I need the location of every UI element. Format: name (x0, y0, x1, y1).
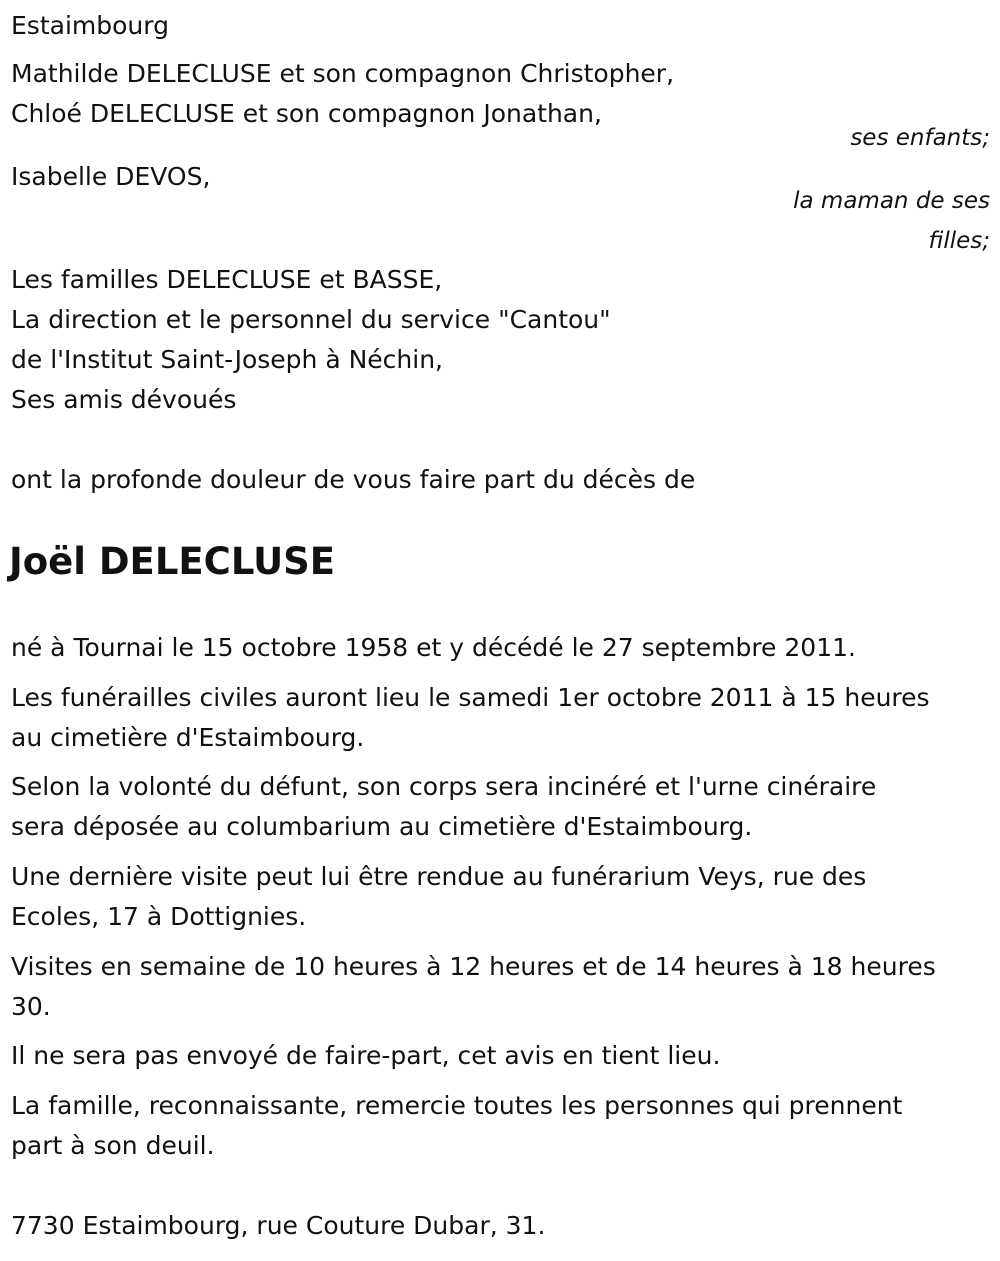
visit-hours-line-2: 30. (11, 992, 51, 1021)
others-line-1: Les familles DELECLUSE et BASSE, (11, 265, 443, 294)
visit-line-1: Une dernière visite peut lui être rendue au funérarium Veys, rue des (11, 862, 867, 891)
visit-hours-line-1: Visites en semaine de 10 heures à 12 heures et de 14 heures à 18 heures (11, 952, 936, 981)
funeral-line-2: au cimetière d'Estaimbourg. (11, 723, 365, 752)
children-role: ses enfants; (850, 125, 990, 151)
address-line: 7730 Estaimbourg, rue Couture Dubar, 31. (11, 1211, 546, 1240)
deceased-name: Joël DELECLUSE (9, 540, 336, 583)
announcement-text: ont la profonde douleur de vous faire part du décès de (11, 465, 696, 494)
others-line-3: de l'Institut Saint-Joseph à Néchin, (11, 345, 444, 374)
cremation-line-2: sera déposée au columbarium au cimetière d'Estaimbourg. (11, 812, 753, 841)
others-line-4: Ses amis dévoués (11, 385, 237, 414)
others-line-2: La direction et le personnel du service "Cantou" (11, 305, 611, 334)
mother-role-line-1: la maman de ses (793, 188, 990, 214)
funeral-line-1: Les funérailles civiles auront lieu le samedi 1er octobre 2011 à 15 heures (11, 683, 930, 712)
child-line-1: Mathilde DELECLUSE et son compagnon Christopher, (11, 59, 675, 88)
visit-line-2: Ecoles, 17 à Dottignies. (11, 902, 307, 931)
cremation-line-1: Selon la volonté du défunt, son corps sera incinéré et l'urne cinéraire (11, 772, 877, 801)
town-heading: Estaimbourg (11, 11, 169, 40)
birth-death-line: né à Tournai le 15 octobre 1958 et y décédé le 27 septembre 2011. (11, 633, 856, 662)
mother-role-line-2: filles; (928, 228, 990, 254)
thanks-line-2: part à son deuil. (11, 1131, 215, 1160)
child-line-2: Chloé DELECLUSE et son compagnon Jonathan, (11, 99, 602, 128)
thanks-line-1: La famille, reconnaissante, remercie toutes les personnes qui prennent (11, 1091, 903, 1120)
no-announcement-line: Il ne sera pas envoyé de faire-part, cet avis en tient lieu. (11, 1041, 721, 1070)
mother-line: Isabelle DEVOS, (11, 162, 211, 191)
